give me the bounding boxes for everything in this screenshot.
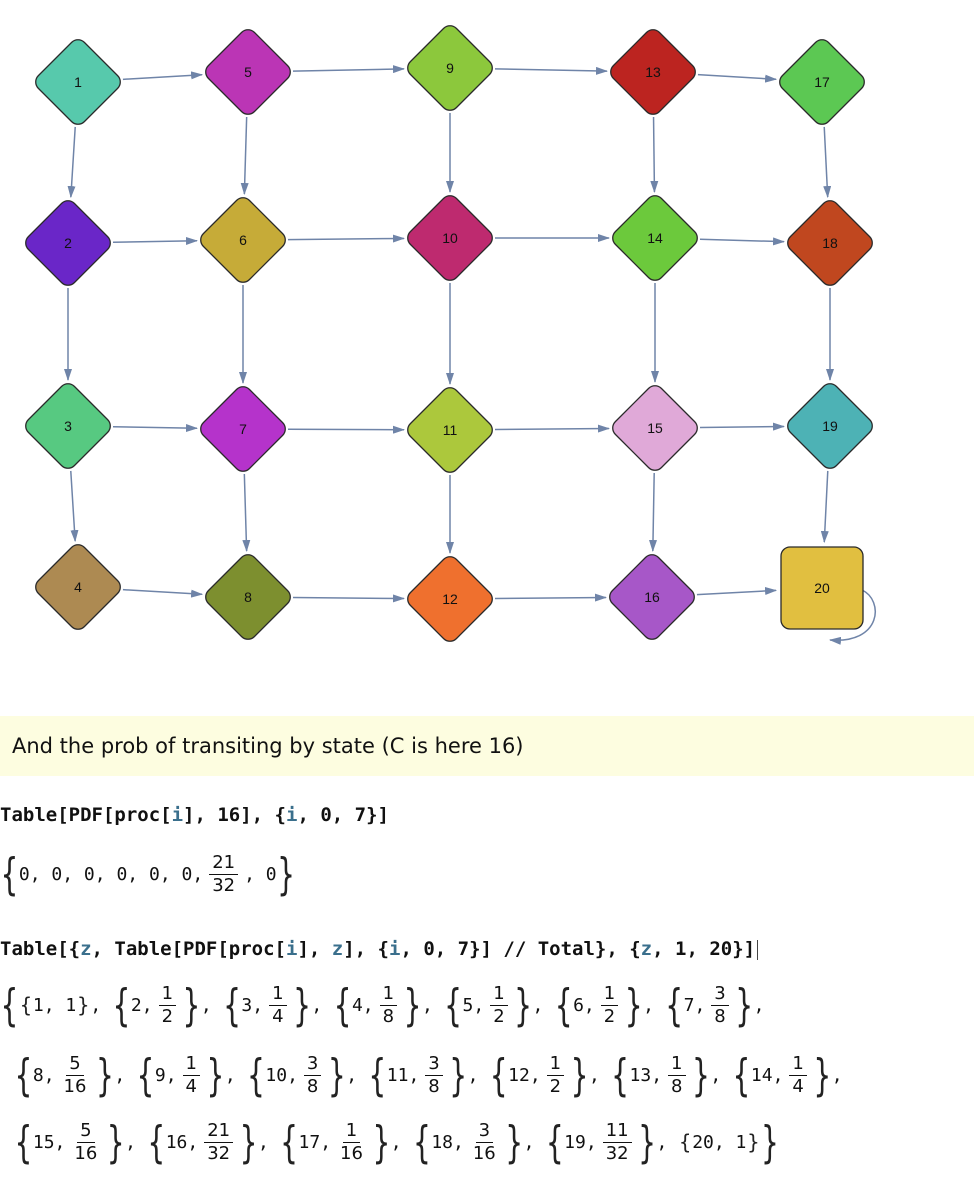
pair-fraction [668,1053,685,1098]
fraction-denominator: 4 [792,1075,804,1097]
pair-close-brace: } [107,1116,125,1168]
fraction-numerator: 1 [789,1053,806,1076]
open-brace: { [1,979,18,1031]
pair-key: 5, [462,994,485,1016]
fraction-denominator: 16 [472,1142,496,1164]
edge-1-to-5 [123,75,202,80]
pair-key: 4, [351,994,374,1016]
pair-open-brace: { [368,1049,386,1101]
code-token: , Table[PDF[proc[ [91,938,286,960]
pair-open-brace: { [137,1049,154,1101]
pair-fraction [204,1120,233,1165]
node-label: 17 [814,74,830,90]
pair-fraction [71,1120,100,1165]
node-label: 14 [647,230,663,246]
output-pair [678,1130,760,1154]
close-brace: } [761,1116,779,1168]
output-row [0,975,775,1035]
pair-value: 1 [724,1131,747,1153]
separator: , [257,1131,280,1153]
pair-close-brace: } [240,1116,257,1168]
output-pair [14,1116,125,1168]
pair-fraction [183,1053,200,1098]
fraction-numerator: 11 [603,1120,632,1143]
pair-key: 12, [508,1064,541,1086]
output-pair [611,1049,711,1101]
output-row [14,1045,853,1105]
text-cursor [757,940,758,960]
output-pair [412,1116,523,1168]
separator: , [532,994,555,1016]
pair-fraction [547,1053,564,1098]
pair-fraction [380,983,397,1028]
output-value: 0 [116,863,128,885]
state-node-12 [404,553,496,645]
fraction-numerator: 1 [490,983,507,1006]
output-pair [333,979,422,1031]
fraction-denominator: 16 [74,1142,98,1164]
code-token: ], [297,938,332,960]
pair-fraction [601,983,618,1028]
node-label: 3 [64,418,72,434]
pair-fraction [425,1053,442,1098]
pair-open-brace: { [555,979,573,1031]
pair-open-brace: { [733,1049,750,1101]
output-pair [545,1116,656,1168]
fraction-denominator: 8 [671,1075,683,1097]
fraction-numerator: 1 [269,983,286,1006]
code-token: , 0, 7}] // Total}, { [400,938,641,960]
pair-key: 3, [241,994,264,1016]
fraction-denominator: 16 [340,1142,363,1164]
edge-3-to-4 [71,471,75,541]
node-label: 13 [645,64,661,80]
state-node-17 [776,36,868,128]
output-value: 0 [148,863,160,885]
pair-open-brace: { [413,1116,431,1168]
separator: , [656,1131,679,1153]
pair-key: 16, [165,1131,199,1153]
node-label: 8 [244,589,252,605]
fraction-denominator: 4 [272,1005,284,1027]
state-node-3 [22,380,114,472]
fraction-numerator: 21 [209,852,238,875]
code-variable: z [331,938,344,960]
output-cell-1: { 0 , 0 , 0 , 0 , 0 , 0 , $\frac{21}{32}$ , 0 } [1,848,295,900]
pair-close-brace: } [183,979,200,1031]
fraction-denominator: 4 [185,1075,197,1097]
pair-open-brace: { [147,1116,165,1168]
node-label: 9 [446,60,454,76]
pair-close-brace: } [735,979,753,1031]
edge-9-to-13 [495,69,607,71]
pair-close-brace: } [625,979,643,1031]
edge-1-to-2 [71,127,75,197]
pair-open-brace: { [223,979,241,1031]
edge-11-to-15 [495,428,609,429]
separator: , [467,1064,490,1086]
pair-open-brace: { [490,1049,508,1101]
pair-close-brace: } [293,979,311,1031]
pair-fraction [269,983,286,1028]
pair-key: 10, [265,1064,298,1086]
pair-close-brace: } [404,979,421,1031]
nodes-layer [22,22,876,645]
separator: , [710,1064,733,1086]
edge-12-to-16 [495,597,606,598]
state-node-5 [202,26,294,118]
separator: , [114,1064,136,1086]
pair-fraction [304,1053,321,1098]
node-label: 16 [644,589,660,605]
pair-key: 13, [629,1064,663,1086]
pair-fraction [159,983,176,1028]
input-cell-1[interactable] [0,804,389,826]
separator: , [753,994,776,1016]
pair-close-brace: } [638,1116,656,1168]
pair-fraction [711,983,728,1028]
output-pair [280,1116,391,1168]
state-node-2 [22,197,114,289]
pair-open-brace: { [19,993,32,1017]
edge-5-to-9 [293,69,404,71]
fraction-denominator: 32 [207,1142,231,1164]
code-token: , 1, 20}] [652,938,756,960]
output-value: 0 [265,863,277,885]
state-node-19 [784,380,876,472]
fraction-numerator: 5 [77,1120,94,1143]
separator: , [90,994,113,1016]
pair-key: 18, [431,1131,464,1153]
node-label: 4 [74,579,82,595]
fraction-numerator: 3 [304,1053,321,1076]
output-pair [665,979,754,1031]
pair-close-brace: } [813,1049,831,1101]
text-cell [0,716,974,776]
pair-close-brace: } [207,1049,224,1101]
output-pair [247,1049,347,1101]
separator: , [125,1131,147,1153]
edge-7-to-8 [244,474,246,551]
pair-open-brace: { [15,1116,32,1168]
fraction-numerator: 3 [476,1120,493,1143]
output-pair [554,979,643,1031]
separator: , [311,994,334,1016]
state-node-16 [606,551,698,643]
output-value: 0 [181,863,193,885]
edge-4-to-8 [123,590,202,595]
pair-open-brace: { [334,979,351,1031]
node-label: 1 [74,74,82,90]
separator: , [224,1064,247,1086]
fraction-denominator: 2 [493,1005,505,1027]
pair-key: 2, [130,994,153,1016]
pair-key: 20, [692,1131,725,1153]
pair-open-brace: { [113,979,130,1031]
pair-open-brace: { [444,979,462,1031]
node-label: 19 [822,418,838,434]
state-node-20 [781,547,863,629]
separator: , [831,1064,854,1086]
pair-key: 7, [683,994,706,1016]
output-pair [19,993,90,1017]
code-variable: i [286,938,298,960]
state-node-15 [609,382,701,474]
edge-13-to-17 [698,75,776,80]
separator: , [390,1131,413,1153]
edge-17-to-18 [824,127,827,197]
pair-key: 8, [32,1064,55,1086]
input-cell-2[interactable] [0,938,758,960]
separator: , [523,1131,546,1153]
edge-6-to-10 [288,238,404,239]
pair-close-brace: } [514,979,532,1031]
fraction-numerator: 1 [601,983,618,1006]
pair-open-brace: { [665,979,683,1031]
node-label: 12 [442,591,458,607]
fraction-numerator: 1 [547,1053,564,1076]
edge-13-to-14 [654,117,655,192]
pair-fraction [789,1053,806,1098]
fraction-numerator: 1 [183,1053,200,1076]
pair-key: 6, [573,994,595,1016]
pair-close-brace: } [328,1049,346,1101]
pair-key: 15, [32,1131,66,1153]
node-label: 5 [244,64,252,80]
pair-fraction [490,983,507,1028]
pair-fraction [61,1053,90,1098]
output-fraction [209,852,238,897]
edge-15-to-19 [700,427,784,428]
fraction-denominator: 8 [306,1075,319,1097]
pair-open-brace: { [679,1130,692,1154]
output-pair [147,1116,258,1168]
fraction-denominator: 2 [549,1075,562,1097]
state-node-11 [404,384,496,476]
fraction-numerator: 1 [380,983,397,1006]
edge-2-to-6 [113,241,197,242]
fraction-numerator: 3 [711,983,728,1006]
separator: , [346,1064,368,1086]
pair-key: 19, [564,1131,597,1153]
pair-key: 17, [298,1131,332,1153]
pair-value: 1 [54,994,77,1016]
edges-layer [68,69,875,640]
fraction-denominator: 32 [605,1142,629,1164]
output-pair [112,979,201,1031]
code-variable: i [389,938,401,960]
text-cell-content: And the prob of transiting by state (C is here 16) [12,734,524,758]
code-token: , 0, 7}] [297,804,389,826]
fraction-numerator: 3 [425,1053,442,1076]
edge-3-to-7 [113,427,197,428]
open-brace: { [1,848,18,900]
node-label: 7 [239,421,247,437]
output-pair [444,979,533,1031]
state-node-7 [197,383,289,475]
code-variable: z [80,938,92,960]
node-label: 15 [647,420,663,436]
fraction-numerator: 5 [66,1053,83,1076]
fraction-denominator: 16 [63,1075,87,1097]
output-value: 0 [51,863,63,885]
pair-open-brace: { [15,1049,32,1101]
state-node-6 [197,194,289,286]
pair-fraction [470,1120,499,1165]
fraction-denominator: 8 [382,1005,395,1027]
node-label: 10 [442,230,458,246]
edge-15-to-16 [653,473,654,551]
pair-close-brace: } [505,1116,523,1168]
fraction-denominator: 32 [212,874,236,896]
fraction-denominator: 2 [603,1005,616,1027]
output-value: 0 [18,863,30,885]
fraction-numerator: 1 [159,983,176,1006]
fraction-numerator: 1 [343,1120,360,1143]
output-pair [489,1049,589,1101]
pair-open-brace: { [280,1116,298,1168]
pair-fraction [337,1120,366,1165]
pair-key: 14, [750,1064,784,1086]
pair-close-brace: } [77,993,90,1017]
code-token: ], 16], { [183,804,286,826]
fraction-denominator: 8 [714,1005,726,1027]
state-node-9 [404,22,496,114]
state-node-10 [404,192,496,284]
pair-key: 1, [32,994,55,1016]
pair-close-brace: } [692,1049,710,1101]
code-variable: i [286,804,298,826]
state-node-1 [32,36,124,128]
close-brace: } [277,848,295,900]
node-label: 2 [64,235,72,251]
edge-5-to-6 [244,117,246,194]
output-value: 0 [83,863,95,885]
state-node-4 [32,541,124,633]
separator: , [421,994,444,1016]
code-variable: i [171,804,184,826]
pair-fraction [603,1120,632,1165]
code-token: ], { [343,938,389,960]
separator: , [643,994,665,1016]
code-variable: z [640,938,653,960]
output-row [14,1112,779,1172]
node-label: 11 [442,422,458,438]
pair-open-brace: { [546,1116,564,1168]
state-node-14 [609,192,701,284]
edge-8-to-12 [293,597,404,598]
fraction-denominator: 2 [161,1005,174,1027]
separator: , [200,994,223,1016]
fraction-numerator: 1 [668,1053,685,1076]
pair-close-brace: } [96,1049,114,1101]
pair-close-brace: } [571,1049,588,1101]
node-label: 20 [814,580,830,596]
pair-key: 9, [154,1064,177,1086]
fraction-denominator: 8 [428,1075,440,1097]
state-node-18 [784,197,876,289]
edge-19-to-20 [824,471,828,542]
edge-16-to-20 [697,590,776,594]
separator: , [588,1064,611,1086]
edge-7-to-11 [288,429,404,430]
output-pair [223,979,312,1031]
state-node-13 [607,26,699,118]
output-pair [368,1049,468,1101]
state-node-8 [202,551,294,643]
pair-key: 11, [386,1064,420,1086]
pair-close-brace: } [449,1049,467,1101]
code-token: Table[PDF[proc[ [0,804,172,826]
pair-open-brace: { [247,1049,265,1101]
node-label: 6 [239,232,247,248]
output-pair [732,1049,832,1101]
fraction-numerator: 21 [204,1120,233,1143]
node-label: 18 [822,235,838,251]
output-pair [136,1049,225,1101]
pair-close-brace: } [372,1116,390,1168]
pair-open-brace: { [611,1049,629,1101]
output-pair [14,1049,114,1101]
code-token: Table[{ [0,938,81,960]
pair-close-brace: } [747,1130,760,1154]
edge-14-to-18 [700,239,784,241]
